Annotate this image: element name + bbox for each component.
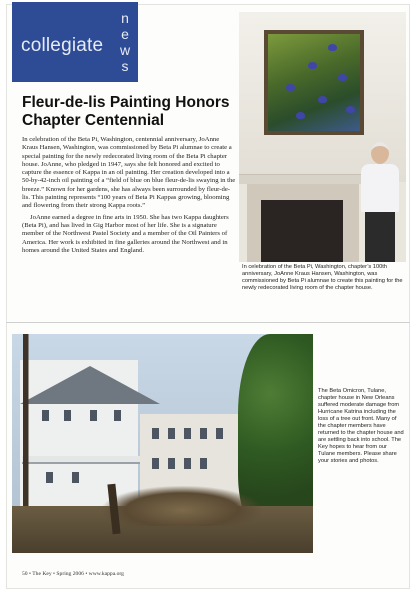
fireplace-opening <box>261 200 343 262</box>
house-window <box>72 472 79 483</box>
artist-head <box>371 142 389 164</box>
iris-flower <box>328 44 337 51</box>
section-masthead <box>12 2 138 82</box>
painting-canvas <box>268 34 360 131</box>
painting-photo-caption: In celebration of the Beta Pi, Washington, chapter’s 100th anniversary, JoAnne Kraus Hansen, Washington, was commissioned by Beta Pi alumnae to create this painting for the newly redecorated living room of the chapter house. <box>242 264 403 291</box>
building-window <box>152 428 159 439</box>
building-window <box>168 428 175 439</box>
fireplace-mantle <box>239 174 369 184</box>
section-divider <box>6 322 410 323</box>
article-headline: Fleur-de-lis Painting Honors Chapter Centennial <box>22 94 230 129</box>
iris-flower <box>318 96 327 103</box>
artist-figure <box>357 142 403 262</box>
building-window <box>200 428 207 439</box>
article-paragraph-1: In celebration of the Beta Pi, Washington, centennial anniversary, JoAnne Kraus Hansen, Washington, was commissioned by Beta Pi alumnae to create a special painting for the newly redecorated living room of the Beta Pi chapter house. JoAnne, who pledged in 1947, says she felt honored and excited to capture the essence of Kappa in an oil painting. Her creation developed into a 50-by-42-inch oil painting of a “field of blue on blue fleur-de-lis swaying in the breeze.” Known for her gardens, she has always been surrounded by fleur-de-lis. This painting represents “100 years of Beta Pi Kappas growing, blooming and flowering from their strong Kappa roots.” <box>22 136 236 210</box>
iris-flower <box>308 62 317 69</box>
building-window <box>184 458 191 469</box>
house-window <box>90 410 97 421</box>
house-window <box>114 410 121 421</box>
masthead-vertical-word: news <box>117 10 133 74</box>
page-footer: 50 • The Key • Spring 2006 • www.kappa.org <box>22 571 124 577</box>
iris-flower <box>338 74 347 81</box>
house-window <box>46 472 53 483</box>
chapter-house-photo <box>12 334 313 553</box>
article-paragraph-2: JoAnne earned a degree in fine arts in 1950. She has two Kappa daughters (Beta Pi), and has lived in Gig Harbor most of her life. She is a signature member of the Northwest Pastel Society and a member of the Oil Painters of America. Her work is exhibited in fine galleries around the Northwest and in homes around the United States and England. <box>22 213 229 254</box>
iris-flower <box>286 84 295 91</box>
building-window <box>216 428 223 439</box>
masthead-word: collegiate <box>21 35 104 56</box>
building-window <box>152 458 159 469</box>
iris-flower <box>296 112 305 119</box>
left-tree-trunk <box>12 334 46 534</box>
house-photo-caption: The Beta Omicron, Tulane, chapter house in New Orleans suffered moderate damage from Hurricane Katrina including the loss of a tree out front. Many of the chapter members have returned to the chapter house and are settling back into school. The Key hopes to hear from our Tulane members. Please share your stories and photos. <box>318 388 404 464</box>
building-window <box>200 458 207 469</box>
artist-shirt <box>361 164 399 212</box>
iris-flower <box>346 106 355 113</box>
fallen-tree-debris <box>102 486 262 526</box>
house-window <box>64 410 71 421</box>
building-window <box>168 458 175 469</box>
building-window <box>184 428 191 439</box>
fleur-de-lis-painting <box>264 30 364 135</box>
painting-room-photo <box>239 12 406 262</box>
artist-pants <box>365 212 395 262</box>
article-body <box>22 136 236 258</box>
